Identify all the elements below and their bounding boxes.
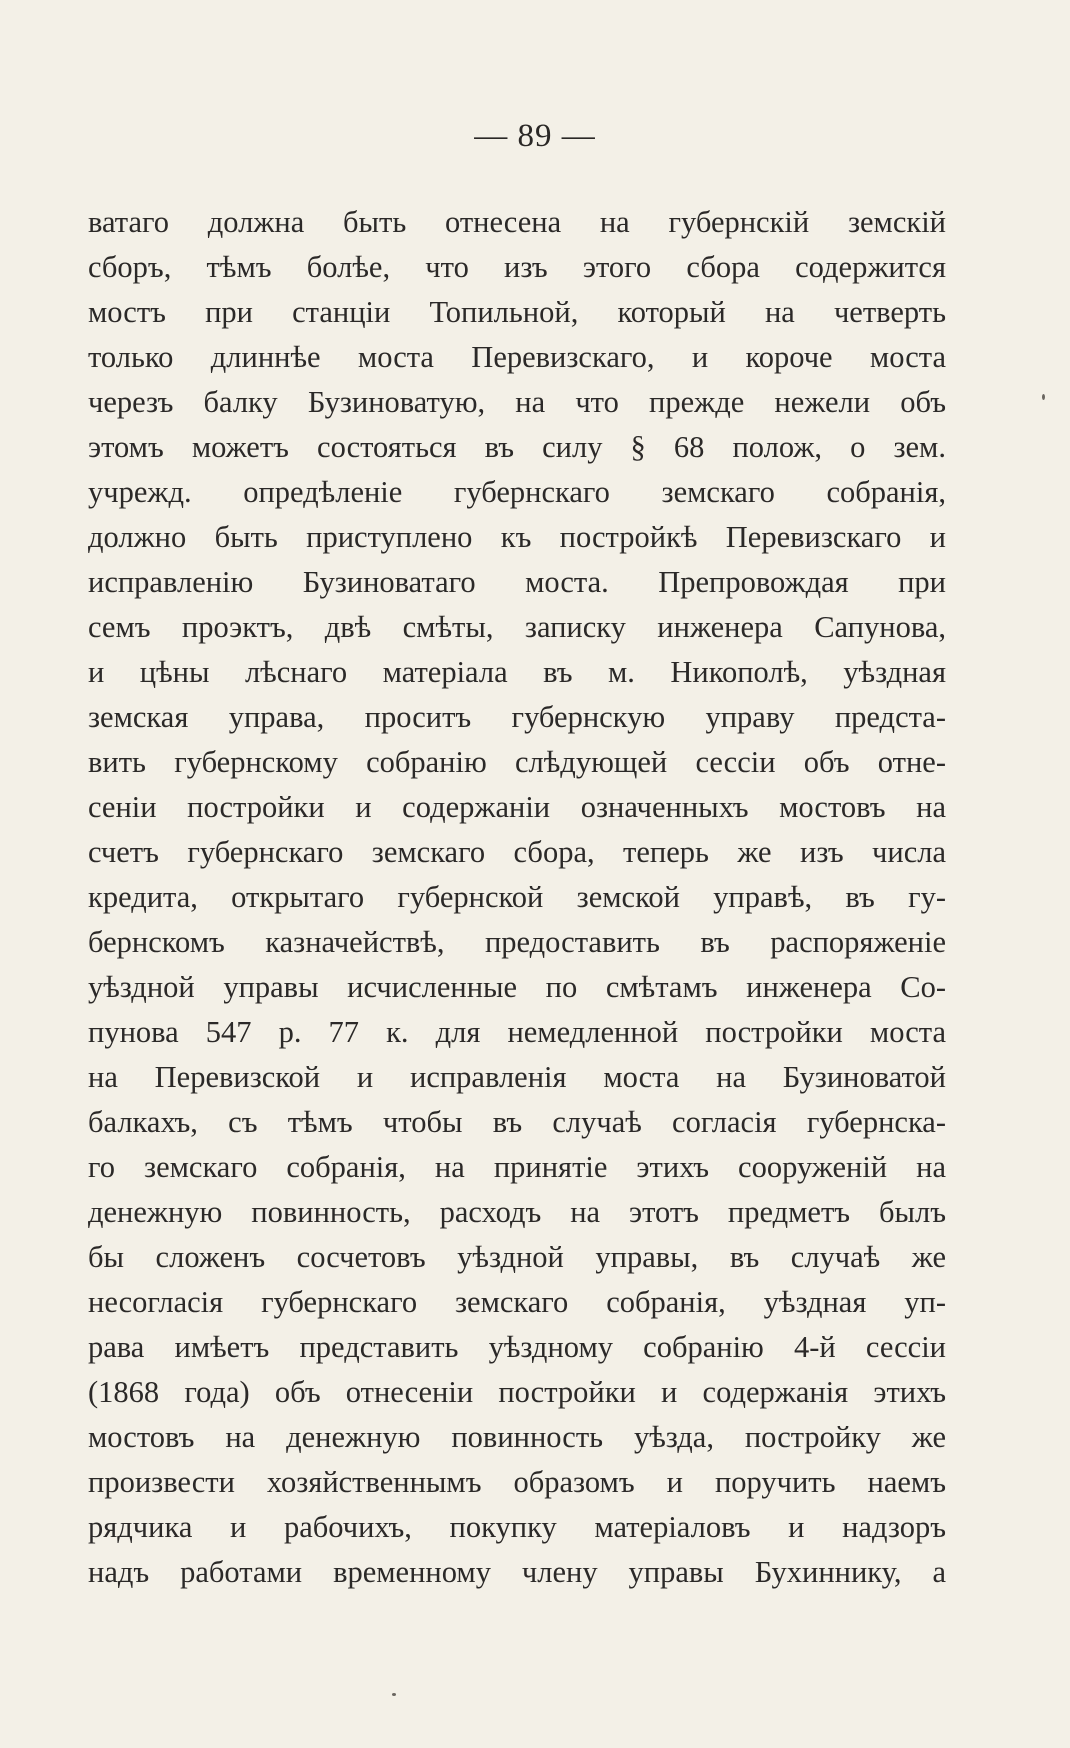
body-text bbox=[88, 200, 946, 1595]
text-line: и цѣны лѣснаго матеріала въ м. Никополѣ, уѣздная bbox=[88, 655, 946, 689]
text-line: денежную повинность, расходъ на этотъ предметъ былъ bbox=[88, 1195, 946, 1229]
page-number: — 89 — bbox=[474, 118, 596, 154]
text-line: земская управа, проситъ губернскую управу предста- bbox=[88, 700, 946, 734]
text-line: рядчика и рабочихъ, покупку матеріаловъ и надзоръ bbox=[88, 1510, 946, 1544]
text-line: произвести хозяйственнымъ образомъ и поручить наемъ bbox=[88, 1465, 946, 1499]
text-line: го земскаго собранія, на принятіе этихъ сооруженій на bbox=[88, 1150, 946, 1184]
text-line: мостъ при станціи Топильной, который на четверть bbox=[88, 295, 946, 329]
text-line: пунова 547 р. 77 к. для немедленной постройки моста bbox=[88, 1015, 946, 1049]
text-line: бы сложенъ сосчетовъ уѣздной управы, въ случаѣ же bbox=[88, 1240, 946, 1274]
text-line: кредита, открытаго губернской земской управѣ, въ гу- bbox=[88, 880, 946, 914]
text-line: исправленію Бузиноватаго моста. Препровождая при bbox=[88, 565, 946, 599]
text-line: семъ проэктъ, двѣ смѣты, записку инженера Сапунова, bbox=[88, 610, 946, 644]
text-line: рава имѣетъ представить уѣздному собранію 4-й сессіи bbox=[88, 1330, 946, 1364]
text-line: сборъ, тѣмъ болѣе, что изъ этого сбора содержится bbox=[88, 250, 946, 284]
text-line: мостовъ на денежную повинность уѣзда, постройку же bbox=[88, 1420, 946, 1454]
text-line: бернскомъ казначействѣ, предоставить въ распоряженіе bbox=[88, 925, 946, 959]
text-line: сеніи постройки и содержаніи означенныхъ мостовъ на bbox=[88, 790, 946, 824]
text-line: счетъ губернскаго земскаго сбора, теперь же изъ числа bbox=[88, 835, 946, 869]
text-line: этомъ можетъ состояться въ силу § 68 полож, о зем. bbox=[88, 430, 946, 464]
text-line: вить губернскому собранію слѣдующей сессіи объ отне- bbox=[88, 745, 946, 779]
text-line: на Перевизской и исправленія моста на Бузиноватой bbox=[88, 1060, 946, 1094]
print-speck bbox=[392, 1693, 396, 1696]
text-line: балкахъ, съ тѣмъ чтобы въ случаѣ согласія губернска- bbox=[88, 1105, 946, 1139]
text-line: должно быть приступлено къ постройкѣ Перевизскаго и bbox=[88, 520, 946, 554]
text-line: надъ работами временному члену управы Бухиннику, а bbox=[88, 1555, 946, 1589]
text-line: уѣздной управы исчисленные по смѣтамъ инженера Со- bbox=[88, 970, 946, 1004]
text-line: черезъ балку Бузиноватую, на что прежде нежели объ bbox=[88, 385, 946, 419]
print-speck bbox=[1042, 394, 1045, 400]
text-line: учрежд. опредѣленіе губернскаго земскаго собранія, bbox=[88, 475, 946, 509]
text-line: ватаго должна быть отнесена на губернскій земскій bbox=[88, 205, 946, 239]
text-line: (1868 года) объ отнесеніи постройки и содержанія этихъ bbox=[88, 1375, 946, 1409]
text-line: только длиннѣе моста Перевизскаго, и короче моста bbox=[88, 340, 946, 374]
text-line: несогласія губернскаго земскаго собранія, уѣздная уп- bbox=[88, 1285, 946, 1319]
